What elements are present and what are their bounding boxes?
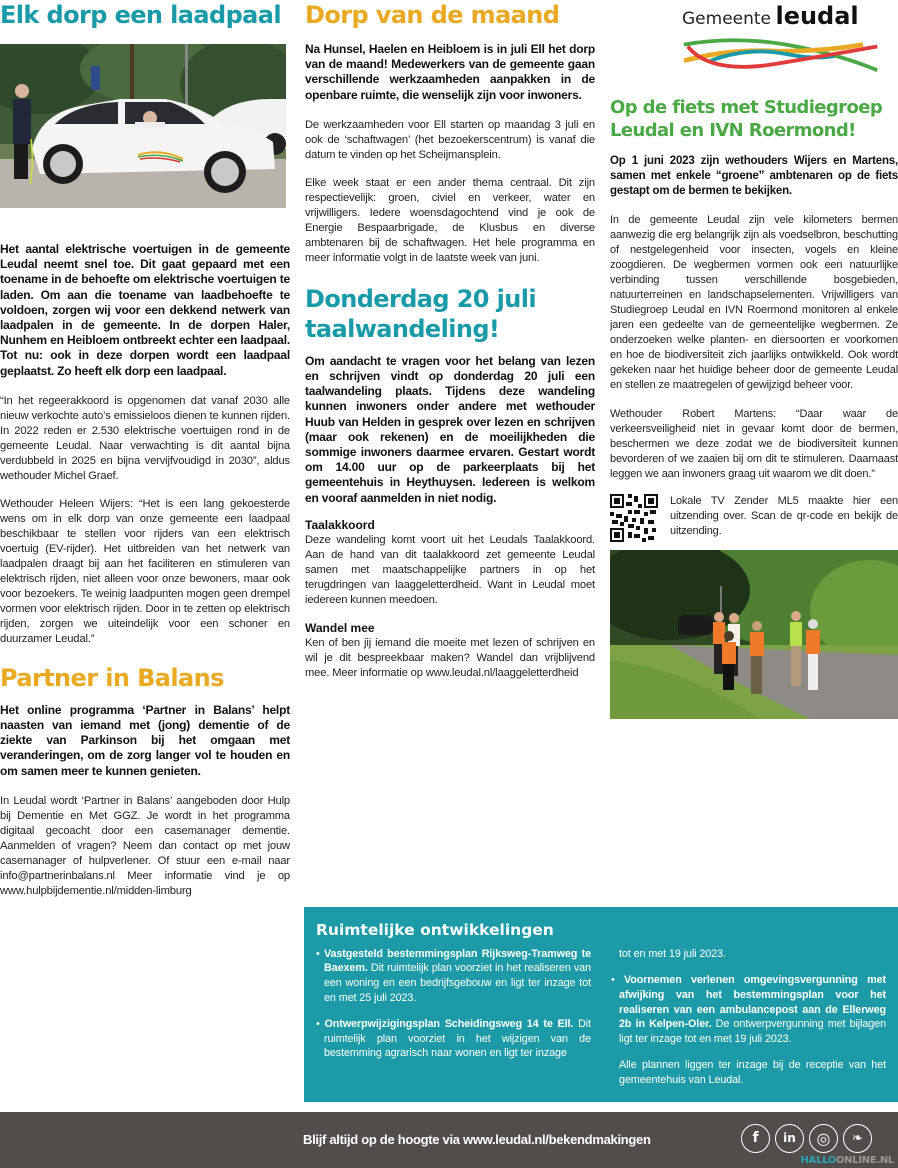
taal-title-line-1: Donderdag 20 juli (305, 284, 537, 313)
instagram-icon[interactable]: ◎ (809, 1124, 838, 1153)
fiets-paragraph-1: In de gemeente Leudal zijn vele kilometers bermen aanwezig die erg belangrijk zijn als voedselbron, beschutting of nestgelegenheid voor insecten, vogels en kleine zoogdieren. De wegbermen vormen ook een natuurlijke verbinding tussen verschillende bosgebieden, natuurterreinen en landschapselementen. Vrijwilligers van Studiegroep Leudal en IVN Roermond monitoren al enkele jaren een gedeelte van de gemeentelijke wegbermen. Ze onderzoeken welke planten- en diersoorten er voorkomen en hoe de biodiversiteit zich jaarlijks ontwikkeld. Ook wordt gekeken naar het huidige beheer door de gemeente Leudal en stellen ze maatregelen of gewijzigd beheer voor. (610, 214, 898, 391)
ruimtelijke-item-2-text: Dit ruimtelijk plan voorziet in het wijzigen van de bestemming agrarisch naar wonen en ligt ter inzage (324, 1018, 591, 1060)
ruimtelijke-item-1-text: Dit ruimtelijk plan voorziet in het realiseren van een woning en een bedrijfsgebouw en ligt ter inzage tot en met 25 juli 2023. (324, 962, 591, 1004)
taal-paragraph-1: Deze wandeling komt voort uit het Leudals Taalakkoord. Aan de hand van dit taalakkoord zet gemeente Leudal samen met maatschappelijke partners in op het terugdringen van laaggeletterdheid. Want in Leudal moet iedereen kunnen meedoen. (305, 533, 595, 606)
article-title-fiets (610, 96, 898, 142)
laadpaal-paragraph-2: Wethouder Heleen Wijers: “Het is een lang gekoesterde wens om in elk dorp van onze gemeente een laadpaal beschikbaar te stellen voor rijders van een elektrisch voertuig (EV-rijder). Het uitbreiden van het netwerk van laadpalen draagt bij aan het faciliteren en stimuleren van elektrisch rijden, niet alleen voor onze bewoners, maar ook voor bezoekers. Te weinig laadpunten mogen geen drempel vormen voor elektrisch rijden. Door in te zetten op elektrisch rijden, zorgen we uiteindelijk voor een schoner en duurzamer Leudal.” (0, 497, 290, 645)
taal-title-line-2: taalwandeling! (305, 314, 500, 343)
ruimtelijke-closing: Alle plannen liggen ter inzage bij de receptie van het gemeentehuis van Leudal. (619, 1059, 886, 1086)
facebook-icon[interactable]: f (741, 1124, 770, 1153)
article-title-taal (305, 284, 595, 344)
person-figure (13, 99, 31, 144)
taal-subheading-wandel-mee: Wandel mee (305, 620, 375, 635)
qr-code-icon[interactable] (610, 494, 658, 542)
watermark-online: ONLINE.NL (835, 1154, 894, 1166)
article-title-dorp: Dorp van de maand (305, 1, 560, 29)
partner-paragraph: In Leudal wordt ‘Partner in Balans’ aangeboden door Hulp bij Dementie en Met GGZ. Je wordt in het programma digitaal gecoacht door een casemanager dementie. Aanmelden of vragen? Neem dan contact op met jouw casemanager of hulpverlener. Of stuur een e-mail naar info@partnerinbalans.nl Meer informatie vind je op www.hulpbijdementie.nl/midden-limburg (0, 794, 290, 897)
article-title-partner: Partner in Balans (0, 663, 224, 692)
taal-subheading-taalakkoord: Taalakkoord (305, 517, 375, 532)
social-links (741, 1124, 872, 1153)
ruimtelijke-item-2-title: Ontwerpwijzigingsplan Scheidingsweg 14 te Ell. (324, 1018, 574, 1031)
watermark-hallo: HALLO (800, 1154, 836, 1166)
fiets-lead: Op 1 juni 2023 zijn wethouders Wijers en Martens, samen met enkele “groene” ambtenaren op de fiets gestapt om de bermen te bekijken. (610, 155, 898, 197)
fiets-paragraph-2: Wethouder Robert Martens: “Daar waar de verkeersveiligheid niet in gevaar komt door de bermen, beschermen we deze zodat we de biodiversiteit kunnen bevorderen of we zaaien bij om dit te stimuleren. Daarnaast leggen we aan inwoners graag uit waarom we dit doen.” (610, 408, 898, 480)
ruimtelijke-item-1: • Vastgesteld bestemmingsplan Rijksweg-Tramweg te Baexem. Dit ruimtelijk plan voorziet in het realiseren van een woning en een bedrijfsgebouw en ligt ter inzage tot en met 25 juli 2023. (316, 947, 591, 1004)
column-left (0, 0, 290, 899)
ruimtelijke-item-3: • Voornemen verlenen omgevingsvergunning met afwijking van het bestemmingsplan voor het realiseren van een ambulancepost aan de Ellerweg 2b in Kelpen-Oler. De ontwerpvergunning met bijlagen ligt ter inzage tot en met 19 juli 2023. (611, 974, 886, 1045)
taal-paragraph-2: Ken of ben jij iemand die moeite met lezen of schrijven en wil je dit bespreekbaar maken? Wandel dan vrijblijvend mee. Meer informatie op www.leudal.nl/laaggeletterdheid (305, 636, 595, 679)
qr-code-block (610, 494, 898, 542)
article-title-laadpaal: Elk dorp een laadpaal (0, 1, 281, 29)
hallo-online-watermark (800, 1155, 894, 1167)
parking-sign-icon (91, 66, 100, 90)
ruimtelijke-item-1-title: Vastgesteld bestemmingsplan Rijksweg-Tramweg te Baexem. (323, 947, 591, 975)
photo-electric-car (0, 44, 286, 208)
dorp-paragraph-2: Elke week staat er een ander thema centraal. Dit zijn respectievelijk: groen, civiel en verkeer, water en vrijwilligers. Iedere woensdagochtend vind je ook de Energie Bespaarbrigade, de Klusbus en diverse ambtenaren bij de schaftwagen. Het hele programma en meer informatie volgt in de laatste week van juni. (305, 176, 595, 264)
ruimtelijke-title: Ruimtelijke ontwikkelingen (316, 920, 554, 939)
column-right (610, 0, 898, 719)
logo-prefix: Gemeente (682, 9, 772, 29)
linkedin-icon[interactable]: in (775, 1124, 804, 1153)
fiets-title-line-2: Leudal en IVN Roermond! (610, 120, 856, 141)
ruimtelijke-item-3-text: De ontwerpvergunning met bijlagen ligt ter inzage tot en met 19 juli 2023. (619, 1018, 886, 1045)
twitter-icon[interactable]: ❧ (843, 1124, 872, 1153)
column-middle (305, 0, 595, 681)
car-photo-illustration (0, 44, 286, 208)
ruimtelijke-column-2 (611, 947, 886, 1088)
laadpaal-paragraph-1: “In het regeerakkoord is opgenomen dat vanaf 2030 alle nieuw verkochte auto’s emissieloos dienen te kunnen rijden. In 2022 reden er 2.530 elektrische voertuigen rond in de gemeente Leudal. Naar verwachting is dit aantal bijna verdubbeld in 2025 en bijna vervijfvoudigd in 2030”, aldus wethouder Michel Graef. (0, 394, 290, 482)
ruimtelijke-item-2: • Ontwerpwijzigingsplan Scheidingsweg 14 te Ell. Dit ruimtelijk plan voorziet in het wijzigen van de bestemming agrarisch naar wonen en ligt ter inzage (316, 1018, 591, 1060)
laadpaal-lead: Het aantal elektrische voertuigen in de gemeente Leudal neemt snel toe. Dit gaat gepaard met een toename in de behoefte om elektrische voertuigen te laden. Om aan die toename van laadbehoefte te voldoen, zorgen wij voor een dekkend netwerk van laadpalen in de gemeente. In de dorpen Haler, Nunhem en Heibloem ontbreekt echter een laadpaal. Tot nu: ook in deze dorpen wordt een laadpaal geplaatst. Zo heeft elk dorp een laadpaal. (0, 242, 290, 378)
taal-lead: Om aandacht te vragen voor het belang van lezen en schrijven vindt op donderdag 20 juli een taalwandeling plaats. Tijdens deze wandeling kunnen inwoners onder andere met wethouder Huub van Helden in gesprek over lezen en schrijven (maar ook rekenen) en de moeilijkheden die sommige inwoners daarmee ervaren. Gestart wordt om 14.00 uur op de parkeerplaats bij het gemeentehuis in Heythuysen. Iedereen is welkom en vooraf aanmelden in niet nodig. (305, 353, 595, 505)
ruimtelijke-item-2-continuation: tot en met 19 juli 2023. (619, 947, 726, 960)
photo-group-bermen (610, 550, 898, 719)
ruimtelijke-ontwikkelingen-box (304, 907, 898, 1102)
ruimtelijke-columns (316, 947, 886, 1088)
partner-lead: Het online programma ‘Partner in Balans’ helpt naasten van iemand met (jong) dementie of de ziekte van Parkinson bij het omgaan met veranderingen, om de zorg langer vol te houden en om samen meer te kunnen genieten. (0, 702, 290, 778)
dorp-lead: Na Hunsel, Haelen en Heibloem is in juli Ell het dorp van de maand! Medewerkers van de gemeente gaan verschillende werkzaamheden aanpakken in de openbare ruimte, die wenselijk zijn voor inwoners. (305, 42, 595, 102)
ruimtelijke-item-3-title: Voornemen verlenen omgevingsvergunning met afwijking van het bestemmingsplan voor het realiseren van een ambulancepost aan de Ellerweg 2b in Kelpen-Oler. (619, 974, 886, 1031)
footer-bar (0, 1112, 898, 1168)
fiets-title-line-1: Op de fiets met Studiegroep (610, 97, 883, 118)
bottom-section (0, 907, 898, 1168)
qr-caption: Lokale TV Zender ML5 maakte hier een uitzending over. Scan de qr-code en bekijk de uitzending. (670, 495, 898, 537)
logo-swoosh-icon (682, 36, 882, 76)
ruimtelijke-column-1 (316, 947, 591, 1061)
leudal-logo (682, 0, 892, 78)
dorp-paragraph-1: De werkzaamheden voor Ell starten op maandag 3 juli en ook de ‘schaftwagen’ (het bezoekerscentrum) is vanaf die datum te vinden op het Scheijmansplein. (305, 118, 595, 161)
group-photo-illustration (610, 550, 898, 719)
logo-name: leudal (775, 2, 859, 30)
footer-link-bekendmakingen[interactable]: Blijf altijd op de hoogte via www.leudal.nl/bekendmakingen (303, 1131, 651, 1147)
